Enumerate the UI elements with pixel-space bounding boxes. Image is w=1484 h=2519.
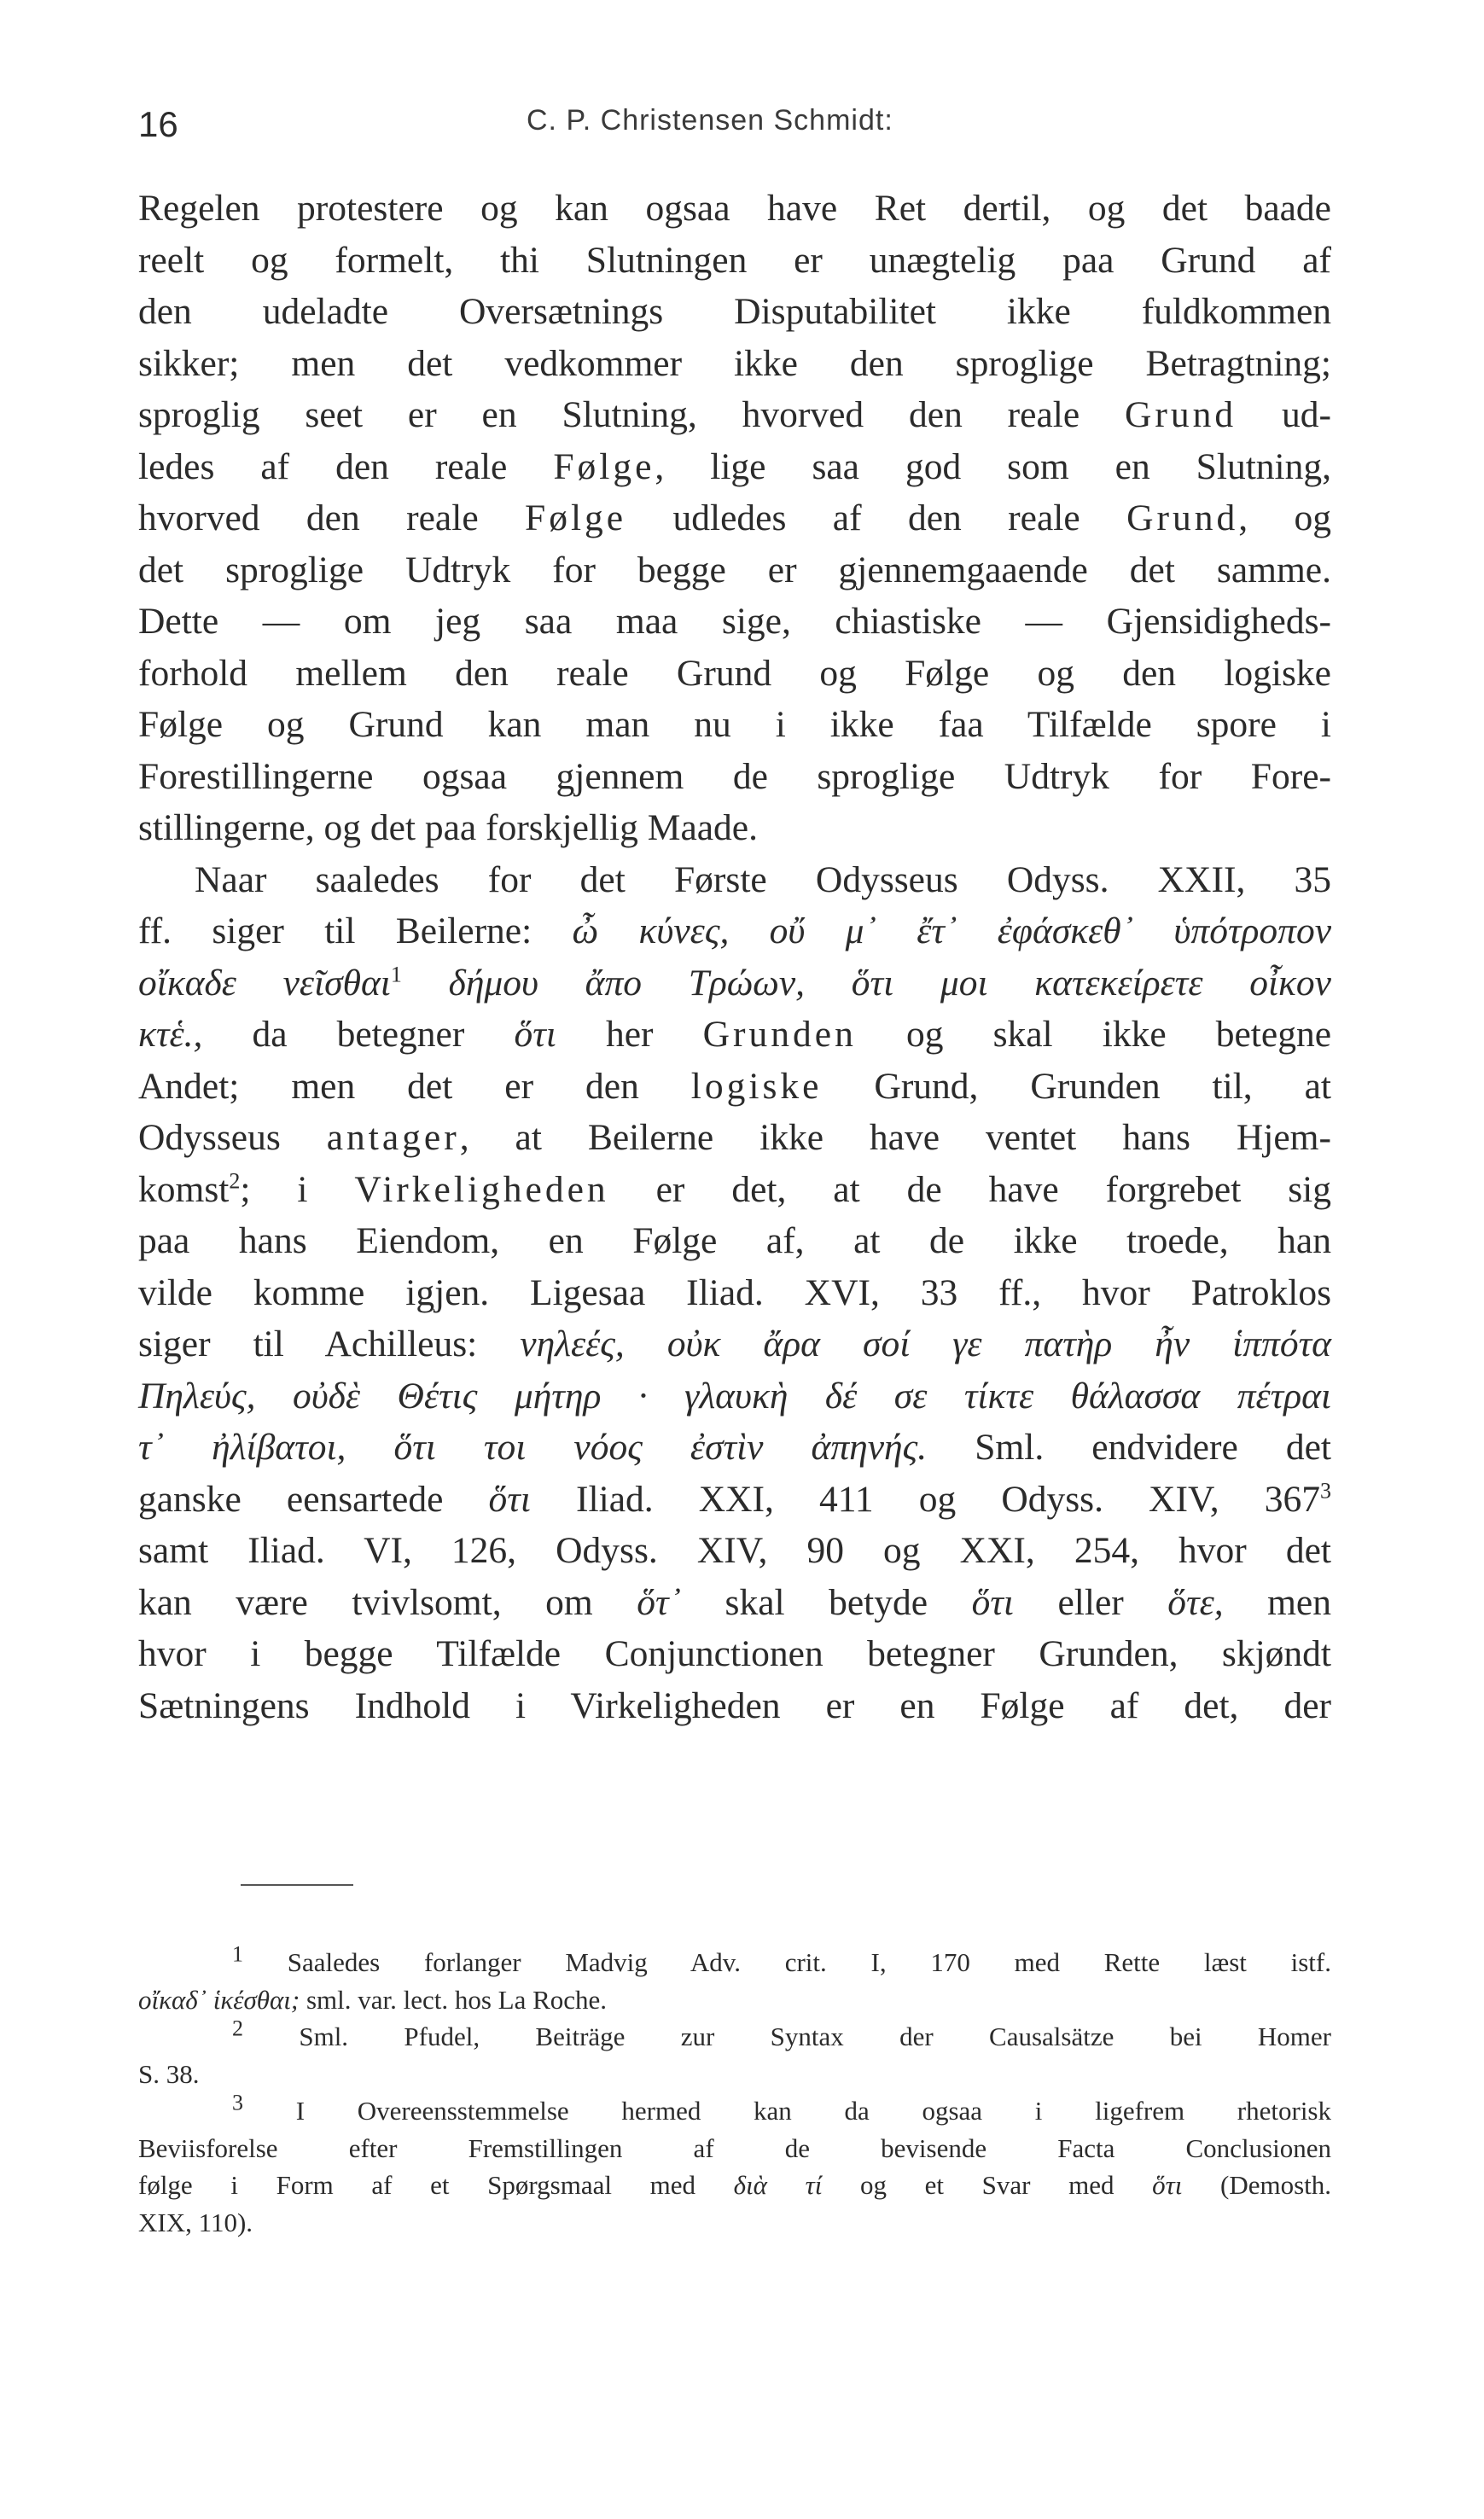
text-line: τ᾽ ἠλίβατοι, ὅτι τοι νόος ἐστὶν ἀπηνής. Sml. endvidere det xyxy=(138,1427,1331,1468)
text-line: hvorved den reale Følge udledes af den reale Grund, og xyxy=(138,497,1331,538)
spaced-emphasis: Følge xyxy=(525,497,627,538)
greek-quote: τ᾽ ἠλίβατοι, ὅτι τοι νόος ἐστὶν ἀπηνής. xyxy=(138,1427,928,1468)
text-line: sproglig seet er en Slutning, hvorved den reale Grund ud- xyxy=(138,394,1331,435)
page-number: 16 xyxy=(138,104,178,144)
text-line: ledes af den reale Følge, lige saa god som en Slutning, xyxy=(138,445,1331,487)
spaced-emphasis: Grund xyxy=(1126,497,1239,538)
footnote-ref: 3 xyxy=(1320,1478,1331,1503)
footnote-mark: 1 xyxy=(232,1941,243,1967)
spaced-emphasis: Grund xyxy=(1125,394,1237,435)
greek-quote: οἴκαδε νεῖσθαι xyxy=(138,962,391,1004)
text-line: hvor i begge Tilfælde Conjunctionen betegner Grunden, skjøndt xyxy=(138,1633,1331,1674)
body-text xyxy=(138,183,1331,1731)
greek-quote: οἴκαδ᾽ ἱκέσθαι; xyxy=(138,1984,300,2015)
footnote-1: $^1$ Saaledes forlanger Madvig Adv. crit. I, 170 med Rette læst istf. xyxy=(232,1941,1331,1977)
text-line: Regelen protestere og kan ogsaa have Ret dertil, og det baade xyxy=(138,188,1331,229)
text-line: vilde komme igjen. Ligesaa Iliad. XVI, 33 ff., hvor Patroklos xyxy=(138,1271,1331,1313)
text-line: ff. siger til Beilerne: ὦ κύνες, οὔ μ᾽ ἔτ᾽ ἐφάσκεθ᾽ ὑπότροπον xyxy=(138,910,1332,951)
text-line: det sproglige Udtryk for begge er gjennemgaaende det samme. xyxy=(138,549,1331,590)
footnote-mark: 3 xyxy=(232,2090,243,2115)
text-line: den udeladte Oversætnings Disputabilitet ikke fuldkommen xyxy=(138,291,1331,332)
text-line: Følge og Grund kan man nu i ikke faa Tilfælde spore i xyxy=(138,704,1331,745)
footnote-ref: 1 xyxy=(390,962,402,986)
footnote-line: S. 38. xyxy=(138,2058,200,2089)
page-header xyxy=(138,104,1350,155)
running-head: C. P. Christensen Schmidt: xyxy=(527,104,893,137)
text-line: ganske eensartede ὅτι Iliad. XXI, 411 og Odyss. XIV, $367^3$ xyxy=(138,1478,1331,1520)
greek-word: ὅτε, xyxy=(1167,1581,1224,1623)
spaced-emphasis: Virkeligheden xyxy=(354,1168,609,1210)
text-line: sikker; men det vedkommer ikke den sproglige Betragtning; xyxy=(138,342,1331,384)
text-line: κτἑ., da betegner ὅτι her Grunden og skal ikke betegne xyxy=(138,1014,1331,1055)
text-line: siger til Achilleus: νηλεές, οὐκ ἄρα σοί γε πατὴρ ἦν ἱππότα xyxy=(138,1323,1331,1364)
spaced-emphasis: Grunden xyxy=(702,1014,857,1055)
greek-word: ὅτι xyxy=(1152,2170,1183,2200)
footnote-line: οἴκαδ᾽ ἱκέσθαι; sml. var. lect. hos La Roche. xyxy=(138,1984,608,2015)
greek-word: ὅτι xyxy=(488,1478,531,1520)
text-line: kan være tvivlsomt, om ὅτ᾽ skal betyde ὅτι eller ὅτε, men xyxy=(138,1581,1331,1623)
text-line: Πηλεύς, οὐδὲ Θέτις μήτηρ · γλαυκὴ δέ σε τίκτε θάλασσα πέτραι xyxy=(138,1375,1331,1417)
greek-quote: νηλεές, οὐκ ἄρα σοί γε πατὴρ ἦν ἱππότα xyxy=(520,1323,1331,1364)
text-line: reelt og formelt, thi Slutningen er unægtelig paa Grund af xyxy=(138,239,1331,281)
greek-word: ὅτι xyxy=(971,1581,1014,1623)
greek-word: διὰ τί xyxy=(733,2170,823,2200)
spaced-emphasis: Følge xyxy=(553,445,655,487)
spaced-emphasis: antager xyxy=(326,1117,460,1158)
text-line: Andet; men det er den logiske Grund, Grunden til, at xyxy=(138,1065,1332,1107)
greek-quote: κτἑ., xyxy=(138,1014,203,1055)
footnote-line: XIX, 110). xyxy=(138,2207,253,2237)
footnote-line: Beviisforelse efter Fremstillingen af de bevisende Facta Conclusionen xyxy=(138,2132,1331,2163)
footnote-mark: 2 xyxy=(232,2016,243,2041)
footnote-3: $^3$ I Overeensstemmelse hermed kan da ogsaa i ligefrem rhetorisk xyxy=(232,2090,1331,2126)
text-line: stillingerne, og det paa forskjellig Maade. xyxy=(138,807,758,848)
footnote-line: følge i Form af et Spørgsmaal med διὰ τί og et Svar med ὅτι (Demosth. xyxy=(138,2170,1331,2200)
greek-word: ὅτι xyxy=(514,1014,556,1055)
text-line: komst$^2$; i Virkeligheden er det, at de have forgrebet sig xyxy=(138,1168,1332,1210)
text-line: Forestillingerne ogsaa gjennem de sproglige Udtryk for Fore- xyxy=(138,755,1331,797)
greek-quote: δήμου ἄπο Τρώων, ὅτι μοι κατεκείρετε οἶκον xyxy=(401,962,1331,1004)
footnote-2: $^2$ Sml. Pfudel, Beiträge zur Syntax der Causalsätze bei Homer xyxy=(232,2016,1332,2051)
greek-word: ὅτ᾽ xyxy=(637,1581,682,1623)
spaced-emphasis: logiske xyxy=(690,1065,823,1107)
text-line: Naar saaledes for det Første Odysseus Odyss. XXII, 35 xyxy=(195,858,1331,900)
footnote-divider xyxy=(241,1884,353,1886)
text-line: forhold mellem den reale Grund og Følge og den logiske xyxy=(138,652,1331,694)
greek-quote: ὦ κύνες, οὔ μ᾽ ἔτ᾽ ἐφάσκεθ᾽ ὑπότροπον xyxy=(572,910,1332,951)
text-line: Dette — om jeg saa maa sige, chiastiske — Gjensidigheds- xyxy=(138,601,1331,642)
text-line: Odysseus antager, at Beilerne ikke have ventet hans Hjem- xyxy=(138,1117,1331,1158)
text-line: Sætningens Indhold i Virkeligheden er en Følge af det, der xyxy=(138,1684,1331,1726)
footnote-ref: 2 xyxy=(229,1168,241,1193)
text-line: paa hans Eiendom, en Følge af, at de ikke troede, han xyxy=(138,1220,1331,1261)
footnotes xyxy=(138,1941,1332,2241)
text-line: samt Iliad. VI, 126, Odyss. XIV, 90 og XXI, 254, hvor det xyxy=(138,1530,1331,1571)
text-line xyxy=(138,957,1331,1009)
